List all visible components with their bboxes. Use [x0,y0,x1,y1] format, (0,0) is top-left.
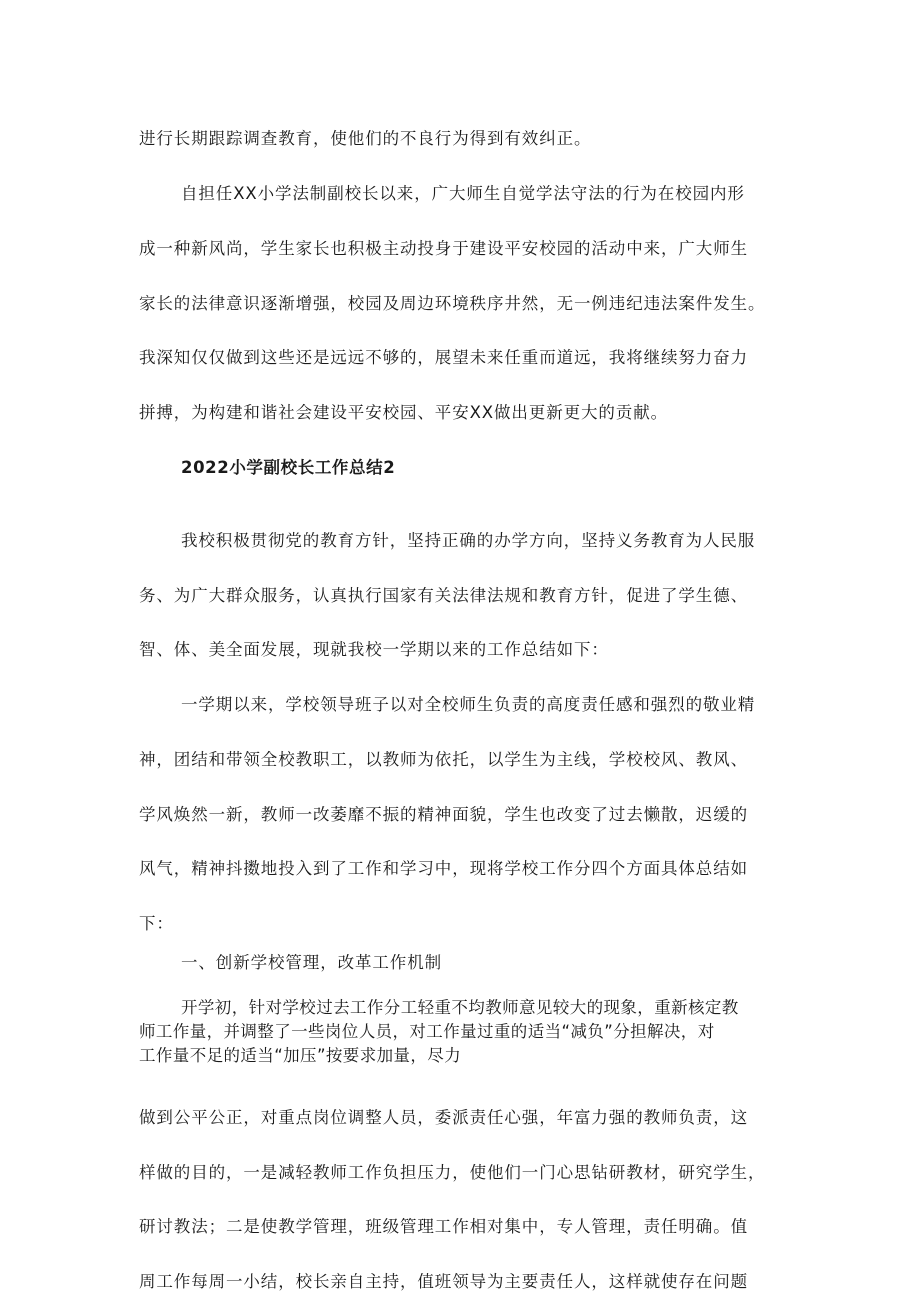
text-line: 研讨教法；二是使教学管理，班级管理工作相对集中，专人管理，责任明确。值 [139,1217,748,1236]
text-line: 做到公平公正，对重点岗位调整人员，委派责任心强，年富力强的教师负责，这 [139,1108,748,1127]
text-line: 我校积极贯彻党的教育方针，坚持正确的办学方向，坚持义务教育为人民服 [181,531,756,550]
text-line: 下： [139,914,174,933]
subsection-heading: 一、创新学校管理，改革工作机制 [181,953,442,972]
text-line: 周工作每周一小结，校长亲自主持，值班领导为主要责任人，这样就使存在问题 [139,1272,748,1291]
text-line: 智、体、美全面发展，现就我校一学期以来的工作总结如下： [139,640,609,659]
text-line: 自担任XX小学法制副校长以来，广大师生自觉学法守法的行为在校园内形 [181,184,745,203]
text-line: 务、为广大群众服务，认真执行国家有关法律法规和教育方针，促进了学生德、 [139,586,748,605]
text-line: 拼搏，为构建和谐社会建设平安校园、平安XX做出更新更大的贡献。 [139,403,669,422]
text-line: 师工作量，并调整了一些岗位人员，对工作量过重的适当“减负”分担解决，对 [139,1022,715,1041]
text-line: 进行长期跟踪调查教育，使他们的不良行为得到有效纠正。 [139,129,592,148]
text-line: 家长的法律意识逐渐增强，校园及周边环境秩序井然，无一例违纪违法案件发生。 [139,294,766,313]
text-line: 风气，精神抖擞地投入到了工作和学习中，现将学校工作分四个方面具体总结如 [139,859,748,878]
section-heading: 2022小学副校长工作总结2 [181,458,396,477]
text-line: 神，团结和带领全校教职工，以教师为依托，以学生为主线，学校校风、教风、 [139,750,748,769]
text-line: 学风焕然一新，教师一改萎靡不振的精神面貌，学生也改变了过去懒散，迟缓的 [139,805,748,824]
text-line: 一学期以来，学校领导班子以对全校师生负责的高度责任感和强烈的敬业精 [181,695,756,714]
text-line: 工作量不足的适当“加压”按要求加量，尽力 [139,1046,462,1065]
text-line: 成一种新风尚，学生家长也积极主动投身于建设平安校园的活动中来，广大师生 [139,239,748,258]
text-line: 我深知仅仅做到这些还是远远不够的，展望未来任重而道远，我将继续努力奋力 [139,348,748,367]
text-line: 开学初，针对学校过去工作分工轻重不均教师意见较大的现象，重新核定教 [181,998,739,1017]
text-line: 样做的目的，一是减轻教师工作负担压力，使他们一门心思钻研教材，研究学生， [139,1163,766,1182]
